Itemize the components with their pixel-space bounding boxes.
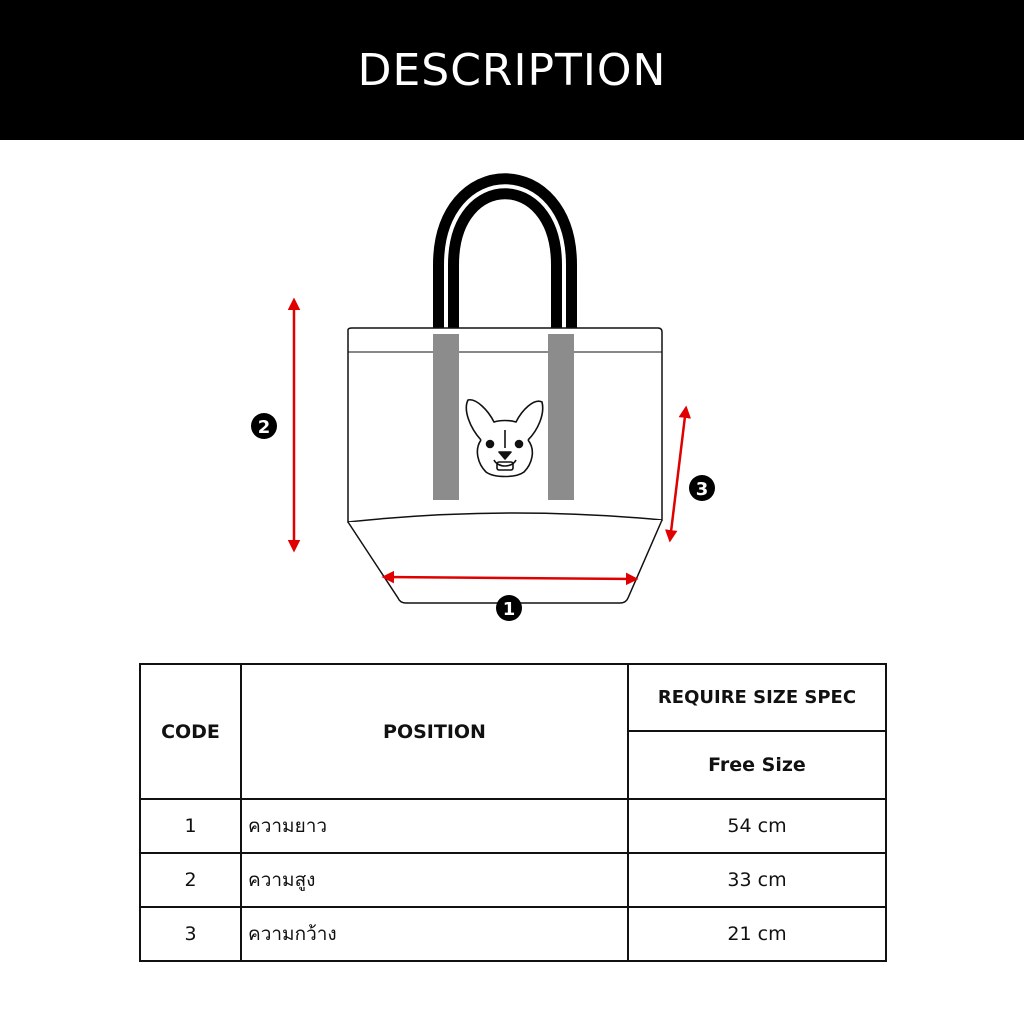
marker-3: [689, 475, 715, 501]
marker-2: [251, 413, 277, 439]
svg-text:1: 1: [502, 599, 516, 620]
header-spec: REQUIRE SIZE SPEC: [628, 664, 886, 731]
header-size: Free Size: [628, 731, 886, 799]
row-position: ความกว้าง: [241, 907, 628, 961]
marker-1: [496, 595, 522, 621]
row-code: 2: [140, 853, 241, 907]
bag-diagram: [0, 140, 1024, 660]
row-position: ความสูง: [241, 853, 628, 907]
row-value: 33 cm: [628, 853, 886, 907]
header-code: CODE: [140, 664, 241, 799]
svg-text:3: 3: [695, 479, 709, 500]
row-value: 54 cm: [628, 799, 886, 853]
table-row: [140, 907, 886, 961]
svg-text:2: 2: [257, 417, 271, 438]
table-row: [140, 799, 886, 853]
size-spec-table: [139, 663, 887, 962]
bag-handles: [446, 186, 564, 334]
width-arrow: [670, 408, 686, 540]
table-row: [140, 853, 886, 907]
row-value: 21 cm: [628, 907, 886, 961]
page-header: [0, 0, 1024, 140]
row-position: ความยาว: [241, 799, 628, 853]
row-code: 3: [140, 907, 241, 961]
header-position: POSITION: [241, 664, 628, 799]
page-title: DESCRIPTION: [357, 44, 667, 96]
row-code: 1: [140, 799, 241, 853]
